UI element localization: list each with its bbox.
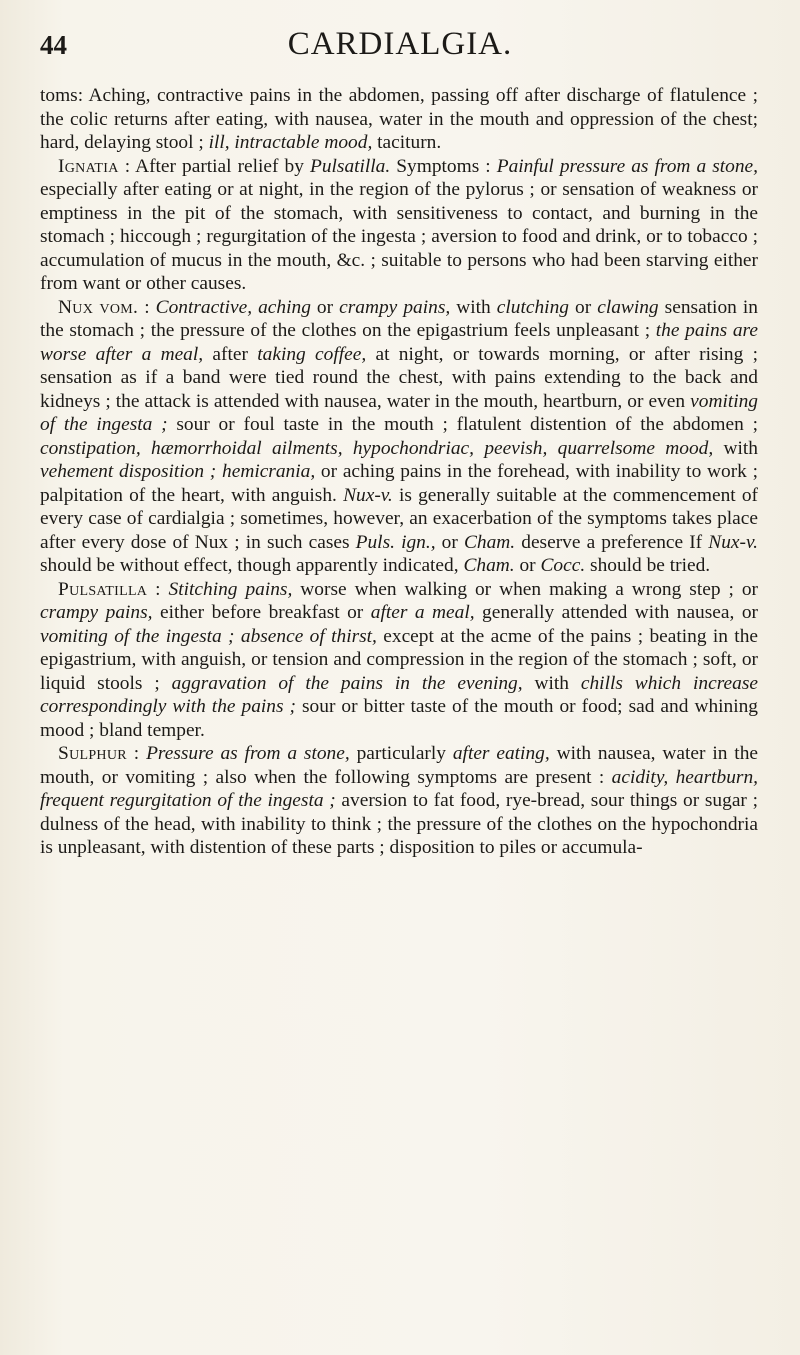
text-run: or <box>310 296 340 318</box>
text-run: deserve a preference If <box>515 531 709 553</box>
running-title: CARDIALGIA. <box>287 26 513 62</box>
paragraph-nux-vomica <box>40 296 758 578</box>
italic-run: taking coffee, <box>257 343 367 365</box>
italic-run: Pressure as from a stone, <box>146 743 350 764</box>
italic-run: vomiting of the ingesta ; absence of thirst, <box>40 625 377 647</box>
text-run: : <box>126 743 147 764</box>
text-run: Symptoms : <box>390 155 497 177</box>
italic-run: Cham. <box>463 555 515 576</box>
italic-run: crampy pains, <box>339 296 451 318</box>
text-run: is generally suitable at the commencement of every case of cardialgia ; sometimes, however, an exacerbation of the symptoms takes place after every dose of Nux ; in such cases <box>40 484 758 553</box>
body-text <box>40 84 758 860</box>
italic-run: after eating, <box>452 743 550 764</box>
italic-run: constipation, hæmorrhoidal ailments, hypochondriac, peevish, quarrelsome mood, <box>40 437 714 459</box>
italic-run: ill, intractable mood, <box>208 132 373 153</box>
paragraph-sulphur <box>40 742 758 860</box>
text-run: especially after eating or at night, in the region of the pylorus ; or sensation of weakness or emptiness in the pit of the stomach, with sensitiveness to contact, and burning in the stomach ; hiccough ; regurgitation of the ingesta ; aversion to food and drink, or to tobacco ; accumulation of mucus in the mouth, &c. ; suitable to persons who had been starving either from want or other causes. <box>40 179 758 294</box>
remedy-name: Ignatia <box>58 155 119 177</box>
text-run: or aching pains in the forehead, with inability to work ; palpitation of the heart, with anguish. <box>40 461 758 506</box>
italic-run: Pulsatilla. <box>309 155 391 177</box>
italic-run: Cocc. <box>540 555 586 576</box>
text-run: or <box>514 555 541 576</box>
italic-run: the pains are worse after a meal, <box>40 320 758 365</box>
italic-run: after a meal, <box>370 602 475 623</box>
text-run: either before breakfast or <box>152 602 371 623</box>
text-run: should be tried. <box>585 555 711 576</box>
text-run: aversion to fat food, rye-bread, sour things or sugar ; dulness of the head, with inability to think ; the pressure of the clothes on the hypochondria is unpleasant, with distention of these parts ; disposition to piles or accumula- <box>40 790 758 858</box>
italic-run: clawing <box>597 296 659 318</box>
page-header <box>40 26 760 66</box>
text-run: particularly <box>349 743 453 764</box>
text-run: should be without effect, though apparently indicated, <box>40 555 464 576</box>
italic-run: vomiting of the ingesta ; <box>40 390 758 435</box>
text-run: : <box>147 578 169 600</box>
text-run: with <box>450 296 497 318</box>
italic-run: Nux-v. <box>343 484 393 506</box>
remedy-name: Nux vom. <box>58 296 139 318</box>
text-run: worse when walking or when making a wrong step ; or <box>292 578 758 600</box>
italic-run: crampy pains, <box>40 602 153 623</box>
italic-run: Cham. <box>463 531 516 553</box>
text-run: after <box>203 343 258 365</box>
italic-run: acidity, heartburn, frequent regurgitation of the ingesta ; <box>40 766 758 811</box>
text-run: : After partial relief by <box>118 155 310 177</box>
paragraph-pulsatilla <box>40 578 758 743</box>
text-run: at night, or towards morning, or after rising ; sensation as if a band were tied round the chest, with pains extending to the back and kidneys ; the attack is attended with nausea, water in the mouth, heartburn, or even <box>40 343 759 412</box>
text-run: or <box>568 296 598 318</box>
remedy-name: Sulphur <box>58 743 127 764</box>
italic-run: Painful pressure as from a stone, <box>496 155 758 177</box>
italic-run: chills which increase correspondingly with the pains ; <box>40 672 758 717</box>
italic-run: Puls. ign., <box>355 531 436 553</box>
italic-run: aggravation of the pains in the evening, <box>171 672 523 694</box>
italic-run: vehement disposition ; hemicrania, <box>40 461 316 482</box>
text-run: with <box>713 437 758 459</box>
page-number: 44 <box>40 30 67 60</box>
text-run: sour or foul taste in the mouth ; flatulent distention of the abdomen ; <box>167 414 758 435</box>
italic-run: Nux-v. <box>708 531 758 553</box>
text-run: taciturn. <box>372 132 442 153</box>
italic-run: Stitching pains, <box>168 578 293 600</box>
text-run: with nausea, water in the mouth, or vomiting ; also when the following symptoms are present : <box>40 743 758 788</box>
text-run: : <box>138 296 156 318</box>
italic-run: clutching <box>496 296 569 318</box>
paragraph-ignatia <box>40 155 758 296</box>
text-run: toms: Aching, contractive pains in the abdomen, passing off after discharge of flatulence ; the colic returns after eating, with nausea, water in the mouth and oppression of the chest; hard, delaying stool ; <box>40 85 758 153</box>
text-run: sensation in the stomach ; the pressure of the clothes on the epigastrium feels unpleasant ; <box>40 296 758 341</box>
text-run: except at the acme of the pains ; beating in the epigastrium, with anguish, or tension and compression in the region of the stomach ; soft, or liquid stools ; <box>40 625 759 694</box>
text-run: or <box>435 531 464 553</box>
text-run: with <box>522 672 581 694</box>
remedy-name: Pulsatilla <box>58 578 148 600</box>
paragraph-continuation <box>40 84 758 155</box>
italic-run: Contractive, aching <box>155 296 311 318</box>
text-run: sour or bitter taste of the mouth or food; sad and whining mood ; bland temper. <box>40 696 759 741</box>
text-run: generally attended with nausea, or <box>474 602 758 623</box>
